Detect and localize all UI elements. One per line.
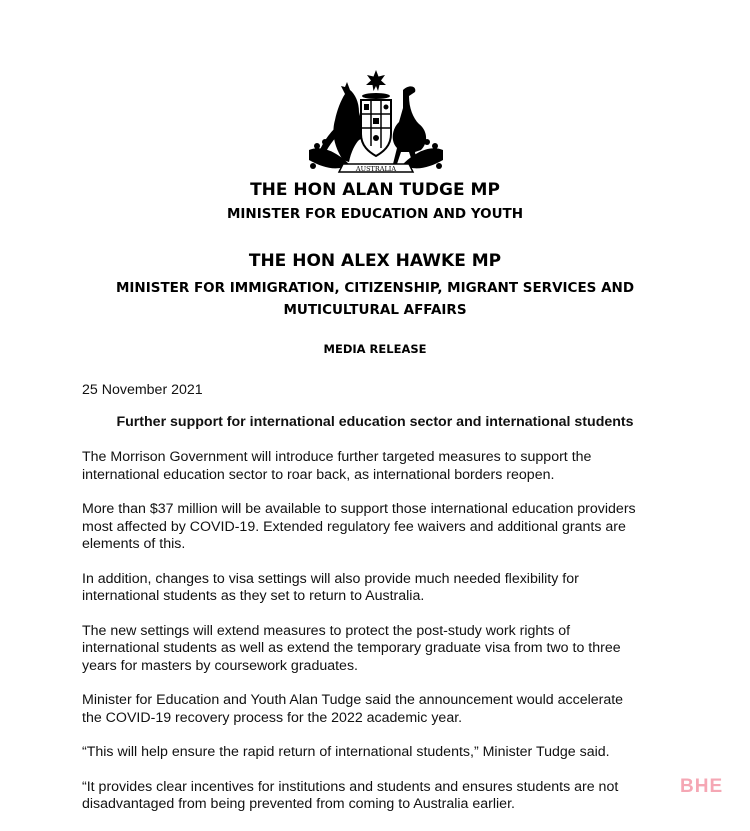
paragraph: In addition, changes to visa settings will also provide much needed flexibility for international students as they set to return to Australia. bbox=[82, 570, 579, 604]
paragraph: The Morrison Government will introduce further targeted measures to support the international education sector to roar back, as international borders reopen. bbox=[82, 449, 592, 483]
release-body bbox=[82, 449, 682, 831]
paragraph: The new settings will extend measures to protect the post-study work rights of international students as well as extend the temporary graduate visa from two to three years for masters by coursework graduates. bbox=[82, 622, 621, 674]
release-headline: Further support for international education sector and international students bbox=[116, 414, 634, 430]
media-release-label: MEDIA RELEASE bbox=[323, 342, 427, 356]
minister-2-name: THE HON ALEX HAWKE MP bbox=[248, 251, 502, 271]
paragraph: “This will help ensure the rapid return of international students,” Minister Tudge said. bbox=[82, 744, 610, 760]
minister-1-name: THE HON ALAN TUDGE MP bbox=[250, 180, 500, 200]
crest-scroll-text: AUSTRALIA bbox=[355, 165, 397, 173]
minister-1-title: MINISTER FOR EDUCATION AND YOUTH bbox=[226, 206, 524, 222]
paragraph: Minister for Education and Youth Alan Tudge said the announcement would accelerate the COVID-19 recovery process for the 2022 academic year. bbox=[82, 692, 624, 726]
paragraph: “It provides clear incentives for institutions and students and ensures students are not disadvantaged from being prevented from coming to Australia earlier. bbox=[82, 778, 619, 812]
watermark: BHE bbox=[680, 776, 724, 797]
australian-coat-of-arms-icon bbox=[305, 68, 447, 180]
release-date: 25 November 2021 bbox=[82, 382, 203, 398]
paragraph: More than $37 million will be available to support those international education providers most affected by COVID-19. Extended regulatory fee waivers and additional grants are elements of this. bbox=[82, 501, 636, 552]
minister-2-title: MINISTER FOR IMMIGRATION, CITIZENSHIP, MIGRANT SERVICES AND MUTICULTURAL AFFAIRS bbox=[115, 280, 635, 318]
